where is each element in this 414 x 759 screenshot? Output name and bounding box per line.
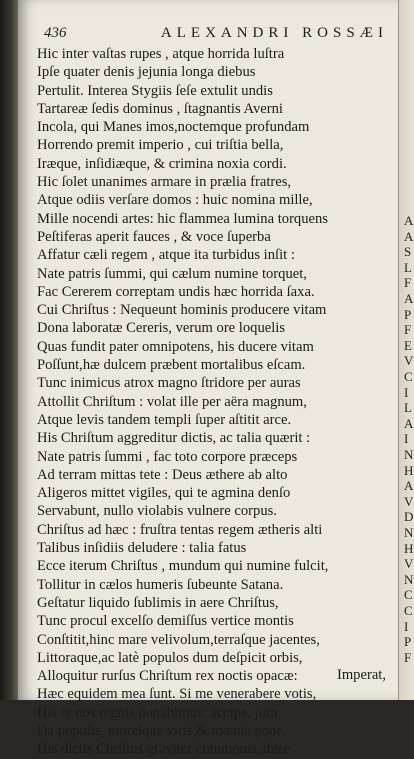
verse-line: Servabunt, nullo violabis vulnere corpus. bbox=[37, 503, 277, 520]
facing-page-letter: D bbox=[404, 509, 414, 525]
facing-page-letter: H bbox=[404, 540, 414, 556]
verse-line: Affatur cæli regem , atque ita turbidus inſit : bbox=[37, 247, 295, 264]
facing-page-letter: C bbox=[404, 603, 413, 618]
book-spine-shadow bbox=[0, 0, 18, 700]
verse-line: Atque odiis verſare domos : huic nomina mille, bbox=[37, 192, 313, 209]
facing-page-letter: S bbox=[404, 244, 412, 260]
verse-line: Ad terram mittas tete : Deus æthere ab alto bbox=[37, 466, 288, 483]
facing-page-letter: V bbox=[404, 493, 414, 509]
facing-page-letter: I bbox=[404, 431, 409, 447]
verse-line: Nate patris ſummi, qui cælum numine torquet, bbox=[37, 265, 307, 282]
verse-line: Ecce iterum Chriſtus , mundum qui numine fulcit, bbox=[37, 558, 329, 575]
verse-line: Fac Cererem correptam undis hæc horrida ſaxa. bbox=[37, 283, 315, 300]
verse-line: Pertulit. Interea Stygiis ſeſe extulit undis bbox=[37, 82, 273, 99]
facing-page-letter: I bbox=[404, 618, 409, 634]
facing-page-letter: P bbox=[404, 634, 412, 650]
verse-line: Tunc inimicus atrox magno ſtridore per auras bbox=[37, 375, 301, 392]
verse-line: Chriſtus ad hæc : fruſtra tentas regem ætheris alti bbox=[37, 521, 323, 538]
facing-page-letter: E bbox=[404, 337, 412, 353]
verse-line: Tollitur in cælos humeris ſubeunte Satana. bbox=[37, 576, 284, 593]
facing-page-letter: P bbox=[404, 306, 412, 322]
verse-line: Conſtitit,hinc mare velivolum,terraſque jacentes, bbox=[37, 631, 320, 648]
facing-page-letter: A bbox=[404, 415, 414, 431]
facing-page-letter: A bbox=[404, 228, 414, 244]
verse-text-block bbox=[37, 45, 393, 759]
verse-line: Dona laboratæ Cereris, verum ore loquelis bbox=[37, 320, 286, 337]
verse-line: Littoraque,ac latè populos dum deſpicit orbis, bbox=[37, 649, 303, 666]
verse-line: Geſtatur liquido ſublimis in aere Chriſtus, bbox=[37, 594, 279, 611]
facing-page-letter: N bbox=[404, 447, 414, 462]
verse-line: Horrendo premit imperio , cui triſtia bella, bbox=[37, 137, 284, 154]
verse-line: Ipſe quater denis jejunia longa diebus bbox=[37, 64, 256, 81]
page-header bbox=[44, 22, 388, 44]
facing-page-letter: F bbox=[404, 322, 412, 338]
verse-line: Attollit Chriſtum : volat ille per aëra magnum, bbox=[37, 393, 307, 410]
facing-page-letter: F bbox=[404, 275, 412, 291]
facing-page-edge bbox=[398, 0, 414, 700]
verse-line: Hæc equidem mea ſunt. Si me venerabere votis, bbox=[37, 686, 317, 703]
facing-page-letter: C bbox=[404, 587, 413, 603]
verse-line: Hic ſolet unanimes armare in prælia fratres, bbox=[37, 174, 292, 191]
verse-line: Quas fundit pater omnipotens, his ducere vitam bbox=[37, 338, 314, 355]
verse-line: Alloquitur rurſus Chriſtum rex noctis opacæ: bbox=[37, 668, 298, 685]
verse-line: Iræque, inſidiæque, & crimina noxia cordi. bbox=[37, 155, 287, 172]
verse-line: Atque levis tandem templi ſuper aſtitit arce. bbox=[37, 411, 292, 428]
facing-page-letter: V bbox=[404, 556, 414, 572]
facing-page-letter: A bbox=[404, 291, 414, 306]
verse-line: Poſſunt,hæ dulcem præbent mortalibus eſcam. bbox=[37, 357, 306, 374]
facing-page-letter: N bbox=[404, 525, 414, 540]
facing-page-letter: I bbox=[404, 384, 409, 400]
facing-page-letter: L bbox=[404, 259, 412, 275]
catchword: Imperat, bbox=[336, 667, 386, 683]
verse-line: His Chriſtum aggreditur dictis, ac talia quærit : bbox=[37, 430, 311, 447]
facing-page-letter: L bbox=[404, 400, 412, 416]
facing-page-letter: A bbox=[404, 213, 414, 228]
verse-line: Da populis, moreſque viris,& mœnia pone. bbox=[37, 722, 287, 739]
verse-line: His dictis Chriſtus graviter commotus,abire bbox=[37, 741, 290, 758]
verse-line: His te nos regnis donabimus: accipe, jura bbox=[37, 704, 278, 721]
verse-line: Mille nocendi artes: hic flammea lumina torquens bbox=[37, 210, 328, 227]
facing-page-letter: F bbox=[404, 649, 412, 665]
facing-page-letter: C bbox=[404, 369, 413, 384]
page-number: 436 bbox=[44, 24, 67, 41]
running-title: ALEXANDRI ROSSÆI bbox=[160, 24, 388, 41]
verse-line: Cui Chriſtus : Nequeunt hominis producere vitam bbox=[37, 302, 327, 319]
verse-line: Tunc procul excelſo demiſſus vertice montis bbox=[37, 613, 294, 630]
facing-page-letter: A bbox=[404, 478, 414, 494]
verse-line: Talibus inſidiis deludere : talia fatus bbox=[37, 540, 247, 557]
verse-line: Incola, qui Manes imos,noctemque profundam bbox=[37, 119, 310, 136]
verse-line: Nate patris ſummi , fac toto corpore præceps bbox=[37, 448, 298, 465]
facing-page-letter: H bbox=[404, 462, 414, 478]
verse-line: Aligeros mittet vigiles, qui te agmina denſo bbox=[37, 485, 291, 502]
verse-line: Tartareæ ſedis dominus , ſtagnantis Averni bbox=[37, 100, 283, 117]
facing-page-letter: V bbox=[404, 353, 414, 369]
facing-page-letter: N bbox=[404, 571, 414, 587]
verse-line: Hic inter vaſtas rupes , atque horrida luſtra bbox=[37, 46, 285, 62]
verse-line: Peſtiferas aperit fauces , & voce ſuperba bbox=[37, 228, 271, 245]
